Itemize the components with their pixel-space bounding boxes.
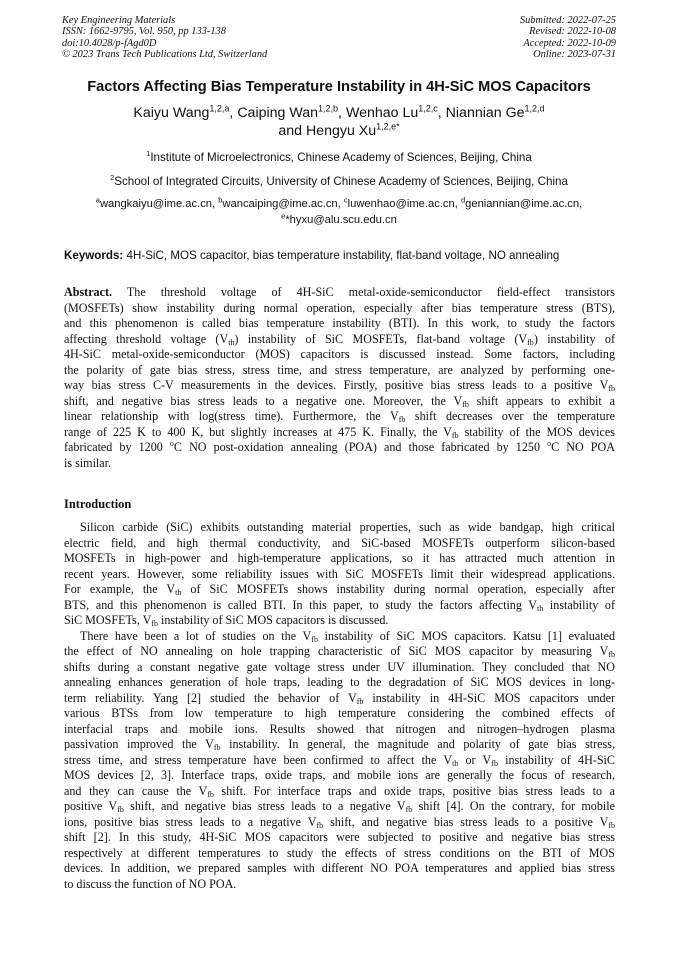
paragraph-line: positive $V_{fb}$ shift, and negative bias stress leads to a negative $V_{fb}$ shift [4]. On the contrary, for mobile: [64, 799, 615, 814]
abstract-line: way bias stress C-V measurements in the devices. Firstly, positive bias stress leads to a positive $V_{fb}$: [64, 378, 615, 393]
doi[interactable]: doi:10.4028/p-fAgd0D: [62, 37, 157, 49]
email[interactable]: $^a$wangkaiyu@ime.ac.cn,: [95, 195, 219, 210]
abstract-line: 4H-SiC metal-oxide-semiconductor (MOS) capacitors is discussed instead. Some factors, including: [64, 347, 615, 361]
paragraph-line: devices. In addition, we prepared samples with different NO POA temperatures and applied bias stress: [64, 861, 615, 875]
author: Caiping Wan$^{1,2,b}$,: [237, 103, 346, 121]
paragraph-line: respectively at different temperatures to study the effects of stress conditions on the BTI of MOS: [64, 845, 615, 860]
paragraph-line: to discuss the function of NO POA.: [64, 876, 237, 891]
paragraph-line: BTS, and this phenomenon is called BTI. In this paper, to study the factors affecting $V_{th}$ instability of: [64, 597, 615, 613]
introduction-body: [64, 520, 615, 892]
paragraph-line: recent years. However, some reliability issues with SiC MOSFETs limit their widespread applications.: [64, 566, 615, 581]
revised-date: Revised: 2022-10-08: [529, 26, 616, 38]
header-left: [62, 15, 267, 60]
issn-volume: ISSN: 1662-9795, Vol. 950, pp 133-138: [62, 26, 226, 38]
abstract-line: is similar.: [64, 455, 112, 470]
paragraph-line: the effect of NO annealing on hole trapping characteristic of SiC MOS capacitor by measuring $V_{fb}$: [64, 644, 615, 659]
submitted-date: Submitted: 2022-07-25: [519, 15, 616, 26]
section-heading-introduction: Introduction: [64, 497, 132, 511]
paragraph-line: and they can cause the $V_{fb}$ shift. For interface traps and oxide traps, positive bias stress leads to a: [64, 783, 615, 799]
abstract-line: range of 225 K to 400 K, but slightly increases at 475 K. Finally, the $V_{fb}$ stability of the MOS devices: [64, 424, 615, 440]
accepted-date: Accepted: 2022-10-09: [523, 37, 616, 49]
author: Wenhao Lu$^{1,2,c}$,: [345, 103, 446, 121]
header-right: [520, 15, 616, 60]
paragraph-line: There have been a lot of studies on the $V_{fb}$ instability of SiC MOS capacitors. Katsu [1] evaluated: [80, 628, 615, 644]
paragraph-line: For example, the $V_{th}$ of SiC MOSFETs shows instability during normal operation, especially after: [64, 582, 615, 597]
abstract-line: and this phenomenon is called bias temperature instability (BTI). In this work, to study the factors: [64, 316, 615, 330]
paragraph-line: shifts during a constant negative gate voltage stress under UV illumination. They concluded that NO: [64, 659, 615, 674]
affiliation-1: $^1$Institute of Microelectronics, Chinese Academy of Sciences, Beijing, China: [146, 149, 532, 164]
paragraph-line: Silicon carbide (SiC) exhibits outstanding material properties, such as wide bandgap, high critical: [80, 520, 615, 534]
paper-title: Factors Affecting Bias Temperature Instability in 4H-SiC MOS Capacitors: [87, 79, 591, 95]
keywords: [64, 249, 616, 262]
author: and Hengyu $Xu^{1,2,e*}$: [278, 121, 400, 139]
journal-name: Key Engineering Materials: [62, 15, 176, 26]
author: Niannian Ge$^{1,2,d}$: [445, 103, 545, 121]
abstract-label: Abstract.: [64, 285, 113, 299]
affiliation-2: $^2$School of Integrated Circuits, University of Chinese Academy of Sciences, Beijing, China: [110, 173, 568, 188]
paragraph-line: term reliability. Yang [2] studied the behavior of $V_{fb}$ instability in 4H-SiC MOS capacitors under: [64, 690, 615, 706]
keywords-text: 4H-SiC, MOS capacitor, bias temperature instability, flat-band voltage, NO annealing: [126, 249, 560, 262]
email[interactable]: $^b$wancaiping@ime.ac.cn,: [218, 195, 344, 210]
email-list: [60, 196, 618, 228]
abstract-line: linear relationship with log(stress time). Furthermore, the $V_{fb}$ shift decreases over the temperature: [64, 409, 615, 424]
abstract-line: (MOSFETs) show instability during normal operation, especially after bias temperature stress (BTS),: [64, 300, 615, 315]
paragraph-line: annealing enhances generation of hole traps, leading to the degradation of SiC MOS devices in long-: [64, 675, 615, 689]
email[interactable]: $^e$*hyxu@alu.scu.edu.cn: [281, 211, 397, 226]
paragraph-line: electric field, and high thermal conductivity, and SiC-based MOSFETs outperform silicon-based: [64, 535, 615, 550]
abstract-line: shift, and negative bias stress leads to a negative one. Moreover, the $V_{fb}$ shift appears to exhibit a: [64, 393, 616, 409]
paragraph-line: MOSFETs in high-power and high-temperature applications, so it has attracted much attention in: [64, 551, 615, 565]
paragraph-line: shift [2]. In this study, 4H-SiC MOS capacitors were subjected to positive and negative bias stress: [64, 830, 615, 844]
paragraph-line: interfacial traps and mobile ions. Results showed that nitrogen and nitrogen–hydrogen plasma: [64, 721, 615, 736]
paragraph-line: stress time, and stress temperature have been confirmed to affect the $V_{th}$ or $V_{fb}$ instability of 4H-SiC: [64, 752, 615, 768]
paragraph-line: MOS devices [2, 3]. Interface traps, oxide traps, and mobile ions are generally the focus of research,: [64, 768, 615, 782]
paragraph-line: ions, positive bias stress leads to a negative $V_{fb}$ shift, and negative bias stress leads to a positive $V_{fb}$: [64, 814, 615, 830]
abstract: [64, 285, 615, 471]
abstract-line: the polarity of gate bias stress, stress time, and stress temperature, are analyzed by performing one-: [64, 362, 615, 377]
online-date: Online: 2023-07-31: [533, 48, 616, 60]
author: Kaiyu Wang$^{1,2,a}$,: [133, 103, 238, 121]
keywords-label: Keywords:: [64, 249, 124, 262]
email[interactable]: $^d$geniannian@ime.ac.cn,: [460, 195, 583, 210]
abstract-line: affecting threshold voltage $(V_{th})$ instability of SiC MOSFETs, flat-band voltage $(V_{fb})$ instability of: [64, 331, 615, 347]
author-list: [60, 104, 618, 140]
paragraph-line: various BTSs from low temperature to high temperature considering the combined effects of: [64, 706, 615, 720]
paragraph: [64, 629, 615, 893]
paragraph-line: SiC MOSFETs, $V_{fb}$ instability of SiC MOS capacitors is discussed.: [64, 613, 389, 628]
paragraph: [64, 520, 615, 629]
email[interactable]: $^c$luwenhao@ime.ac.cn,: [343, 195, 461, 210]
copyright: © 2023 Trans Tech Publications Ltd, Switzerland: [62, 48, 268, 60]
paragraph-line: passivation improved the $V_{fb}$ instability. In general, the magnitude and polarity of gate bias stress,: [64, 737, 615, 752]
abstract-line: fabricated by 1200 $^o$C NO post-oxidation annealing (POA) and those fabricated by 1250 $^o$C NO POA: [64, 438, 616, 454]
abstract-line-0: Abstract. The threshold voltage of 4H-SiC metal-oxide-semiconductor field-effect transistors: [64, 285, 615, 299]
